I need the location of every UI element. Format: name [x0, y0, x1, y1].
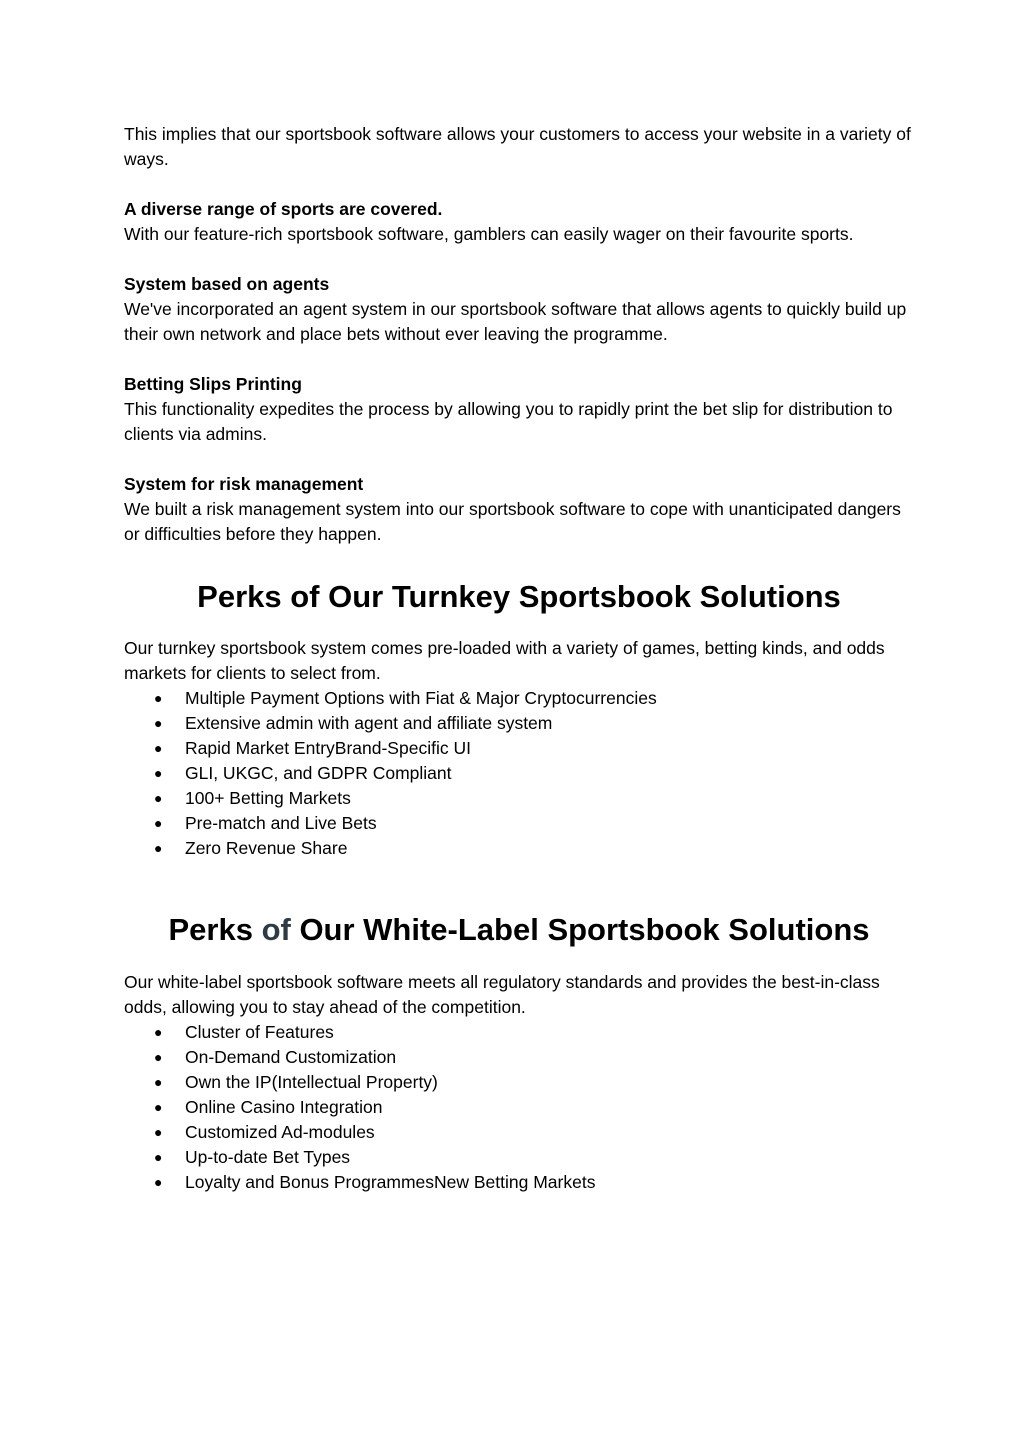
document-page [124, 122, 914, 1195]
list-item: ● Loyalty and Bonus ProgrammesNew Betting Markets [124, 1170, 914, 1195]
whitelabel-title-part1: Perks [168, 912, 262, 947]
feature-heading-betting-slips: Betting Slips Printing [124, 374, 302, 394]
list-item: ● 100+ Betting Markets [124, 786, 914, 811]
list-item: ● Own the IP(Intellectual Property) [124, 1070, 914, 1095]
list-item: ● Customized Ad-modules [124, 1120, 914, 1145]
list-item: ● On-Demand Customization [124, 1045, 914, 1070]
list-item: ● GLI, UKGC, and GDPR Compliant [124, 761, 914, 786]
whitelabel-intro: Our white-label sportsbook software meets all regulatory standards and provides the best-in-class odds, allowing you to stay ahead of the competition. [124, 972, 880, 1017]
list-item: ● Up-to-date Bet Types [124, 1145, 914, 1170]
whitelabel-title [124, 910, 914, 950]
feature-heading-risk: System for risk management [124, 474, 364, 494]
feature-heading-agents: System based on agents [124, 274, 330, 294]
list-item: ● Extensive admin with agent and affiliate system [124, 711, 914, 736]
feature-heading-sports: A diverse range of sports are covered. [124, 199, 443, 219]
list-item: ● Pre-match and Live Bets [124, 811, 914, 836]
list-item: ● Cluster of Features [124, 1020, 914, 1045]
whitelabel-list [124, 1020, 914, 1195]
whitelabel-title-part2: of [261, 912, 291, 947]
feature-body-sports: With our feature-rich sportsbook software, gamblers can easily wager on their favourite sports. [124, 224, 854, 244]
feature-body-risk: We built a risk management system into our sportsbook software to cope with unanticipated dangers or difficulties before they happen. [124, 499, 901, 544]
list-item: ● Multiple Payment Options with Fiat & Major Cryptocurrencies [124, 686, 914, 711]
feature-body-betting-slips: This functionality expedites the process by allowing you to rapidly print the bet slip for distribution to clients via admins. [124, 399, 893, 444]
intro-paragraph: This implies that our sportsbook software allows your customers to access your website in a variety of ways. [124, 124, 911, 169]
turnkey-list [124, 686, 914, 861]
list-item: ● Zero Revenue Share [124, 836, 914, 861]
list-item: ● Online Casino Integration [124, 1095, 914, 1120]
turnkey-intro: Our turnkey sportsbook system comes pre-loaded with a variety of games, betting kinds, and odds markets for clients to select from. [124, 638, 885, 683]
whitelabel-title-part3: Our White-Label Sportsbook Solutions [290, 912, 870, 947]
list-item: ● Rapid Market EntryBrand-Specific UI [124, 736, 914, 761]
feature-body-agents: We've incorporated an agent system in our sportsbook software that allows agents to quickly build up their own network and place bets without ever leaving the programme. [124, 299, 907, 344]
turnkey-title: Perks of Our Turnkey Sportsbook Solutions [197, 579, 841, 614]
